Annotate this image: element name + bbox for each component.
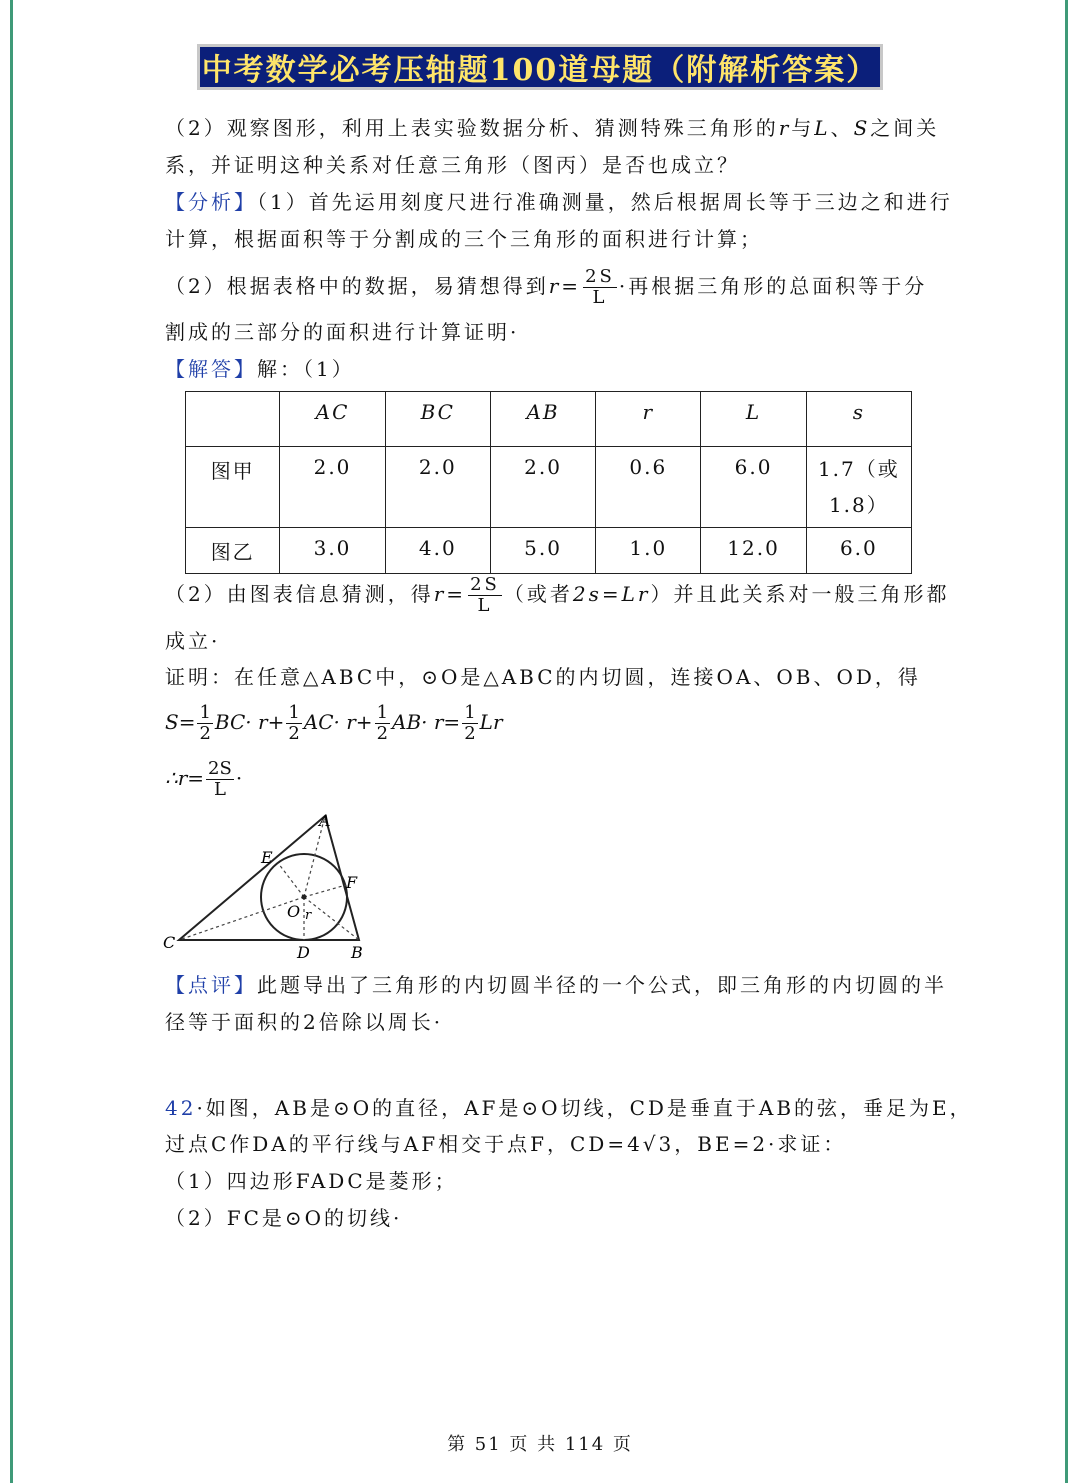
question-2-line-1: （2）观察图形，利用上表实验数据分析、猜测特殊三角形的r与L、S之间关: [165, 116, 940, 140]
table-cell: 6.0: [701, 447, 806, 528]
table-cell: 5.0: [490, 528, 595, 574]
table-header-cell: s: [806, 392, 911, 447]
table-cell: 3.0: [280, 528, 385, 574]
table-cell: 2.0: [385, 447, 490, 528]
proof-line: 证明：在任意△ABC中，⊙O是△ABC的内切圆，连接OA、OB、OD，得: [165, 665, 921, 689]
label-a: A: [319, 811, 331, 830]
label-d: D: [297, 943, 310, 962]
analysis-line-2: 计算，根据面积等于分割成的三个三角形的面积进行计算；: [165, 227, 763, 251]
analysis-tag: 【分析】: [165, 190, 257, 214]
table-header-cell: BC: [385, 392, 490, 447]
table-header-cell: [186, 392, 280, 447]
fraction-2s-over-l: $\frac{2S}{L}$: [585, 266, 615, 308]
question-2-line-2: 系，并证明这种关系对任意三角形（图丙）是否也成立？: [165, 153, 740, 177]
table-cell: 2.0: [490, 447, 595, 528]
label-r: r: [305, 908, 312, 923]
analysis-line-1: 【分析】（1）首先运用刻度尺进行准确测量，然后根据周长等于三边之和进行: [165, 190, 953, 214]
page-footer: 第 51 页 共 114 页: [447, 1434, 633, 1455]
fraction-2s-over-l: $\frac{2S}{L}$: [208, 758, 232, 800]
area-formula: S= $\frac{1}{2}$ BC· r+ $\frac{1}{2}$ AC· r+ $\frac{1}{2}$ AB· r= $\frac{1}{2}$ Lr: [165, 702, 503, 744]
table-cell: 12.0: [701, 528, 806, 574]
incircle-triangle-figure: [155, 808, 375, 968]
table-cell: 1.7（或1.8）: [806, 447, 911, 528]
fraction-one-half: $\frac{1}{2}$: [288, 702, 300, 744]
analysis-line-4: 割成的三部分的面积进行计算证明·: [165, 320, 520, 344]
fraction-one-half: $\frac{1}{2}$: [464, 702, 476, 744]
label-f: F: [346, 873, 358, 892]
question-42-part-1: （1）四边形FADC是菱形；: [165, 1169, 458, 1193]
table-header-cell: r: [596, 392, 701, 447]
label-c: C: [163, 933, 176, 952]
table-header-cell: L: [701, 392, 806, 447]
table-cell: 0.6: [596, 447, 701, 528]
fraction-one-half: $\frac{1}{2}$: [376, 702, 389, 744]
page-banner-title: 中考数学必考压轴题100道母题（附解析答案）: [197, 44, 883, 90]
table-row-label: 图甲: [186, 447, 280, 528]
comment-line-2: 径等于面积的2倍除以周长·: [165, 1010, 444, 1034]
table-header-row: [186, 392, 912, 447]
table-cell: 2.0: [280, 447, 385, 528]
answer-line: 【解答】解：（1）: [165, 357, 355, 381]
comment-tag: 【点评】: [165, 973, 257, 997]
label-b: B: [351, 943, 363, 962]
question-42-line-2: 过点C作DA的平行线与AF相交于点F，CD=4√3，BE=2·求证：: [165, 1132, 847, 1156]
center-point-o: [302, 895, 307, 900]
fraction-2s-over-l: $\frac{2S}{L}$: [470, 574, 500, 616]
table-row: [186, 447, 912, 528]
label-e: E: [261, 848, 273, 867]
comment-line-1: 【点评】此题导出了三角形的内切圆半径的一个公式，即三角形的内切圆的半: [165, 973, 947, 997]
label-o: O: [287, 902, 301, 921]
table-cell: 6.0: [806, 528, 911, 574]
table-cell: 4.0: [385, 528, 490, 574]
fraction-one-half: $\frac{1}{2}$: [199, 702, 211, 744]
therefore-formula: ∴r= $\frac{2S}{L}$ ·: [165, 758, 243, 800]
answer-tag: 【解答】: [165, 357, 257, 381]
table-row: [186, 528, 912, 574]
table-header-cell: AB: [490, 392, 595, 447]
guess-line-2: 成立·: [165, 629, 221, 653]
question-42-line-1: 42·如图，AB是⊙O的直径，AF是⊙O切线，CD是垂直于AB的弦，垂足为E，: [165, 1096, 973, 1120]
measurement-table: [185, 391, 912, 574]
guess-line-1: （2）由图表信息猜测，得r= $\frac{2S}{L}$ （或者2s=Lr）并且此关系对一般三角形都: [165, 574, 950, 616]
table-header-cell: AC: [280, 392, 385, 447]
table-cell: 1.0: [596, 528, 701, 574]
question-number: 42: [165, 1096, 197, 1120]
analysis-line-3: （2）根据表格中的数据，易猜想得到r= $\frac{2S}{L}$ ·再根据三角形的总面积等于分: [165, 266, 928, 308]
question-42-part-2: （2）FC是⊙O的切线·: [165, 1206, 403, 1230]
table-row-label: 图乙: [186, 528, 280, 574]
